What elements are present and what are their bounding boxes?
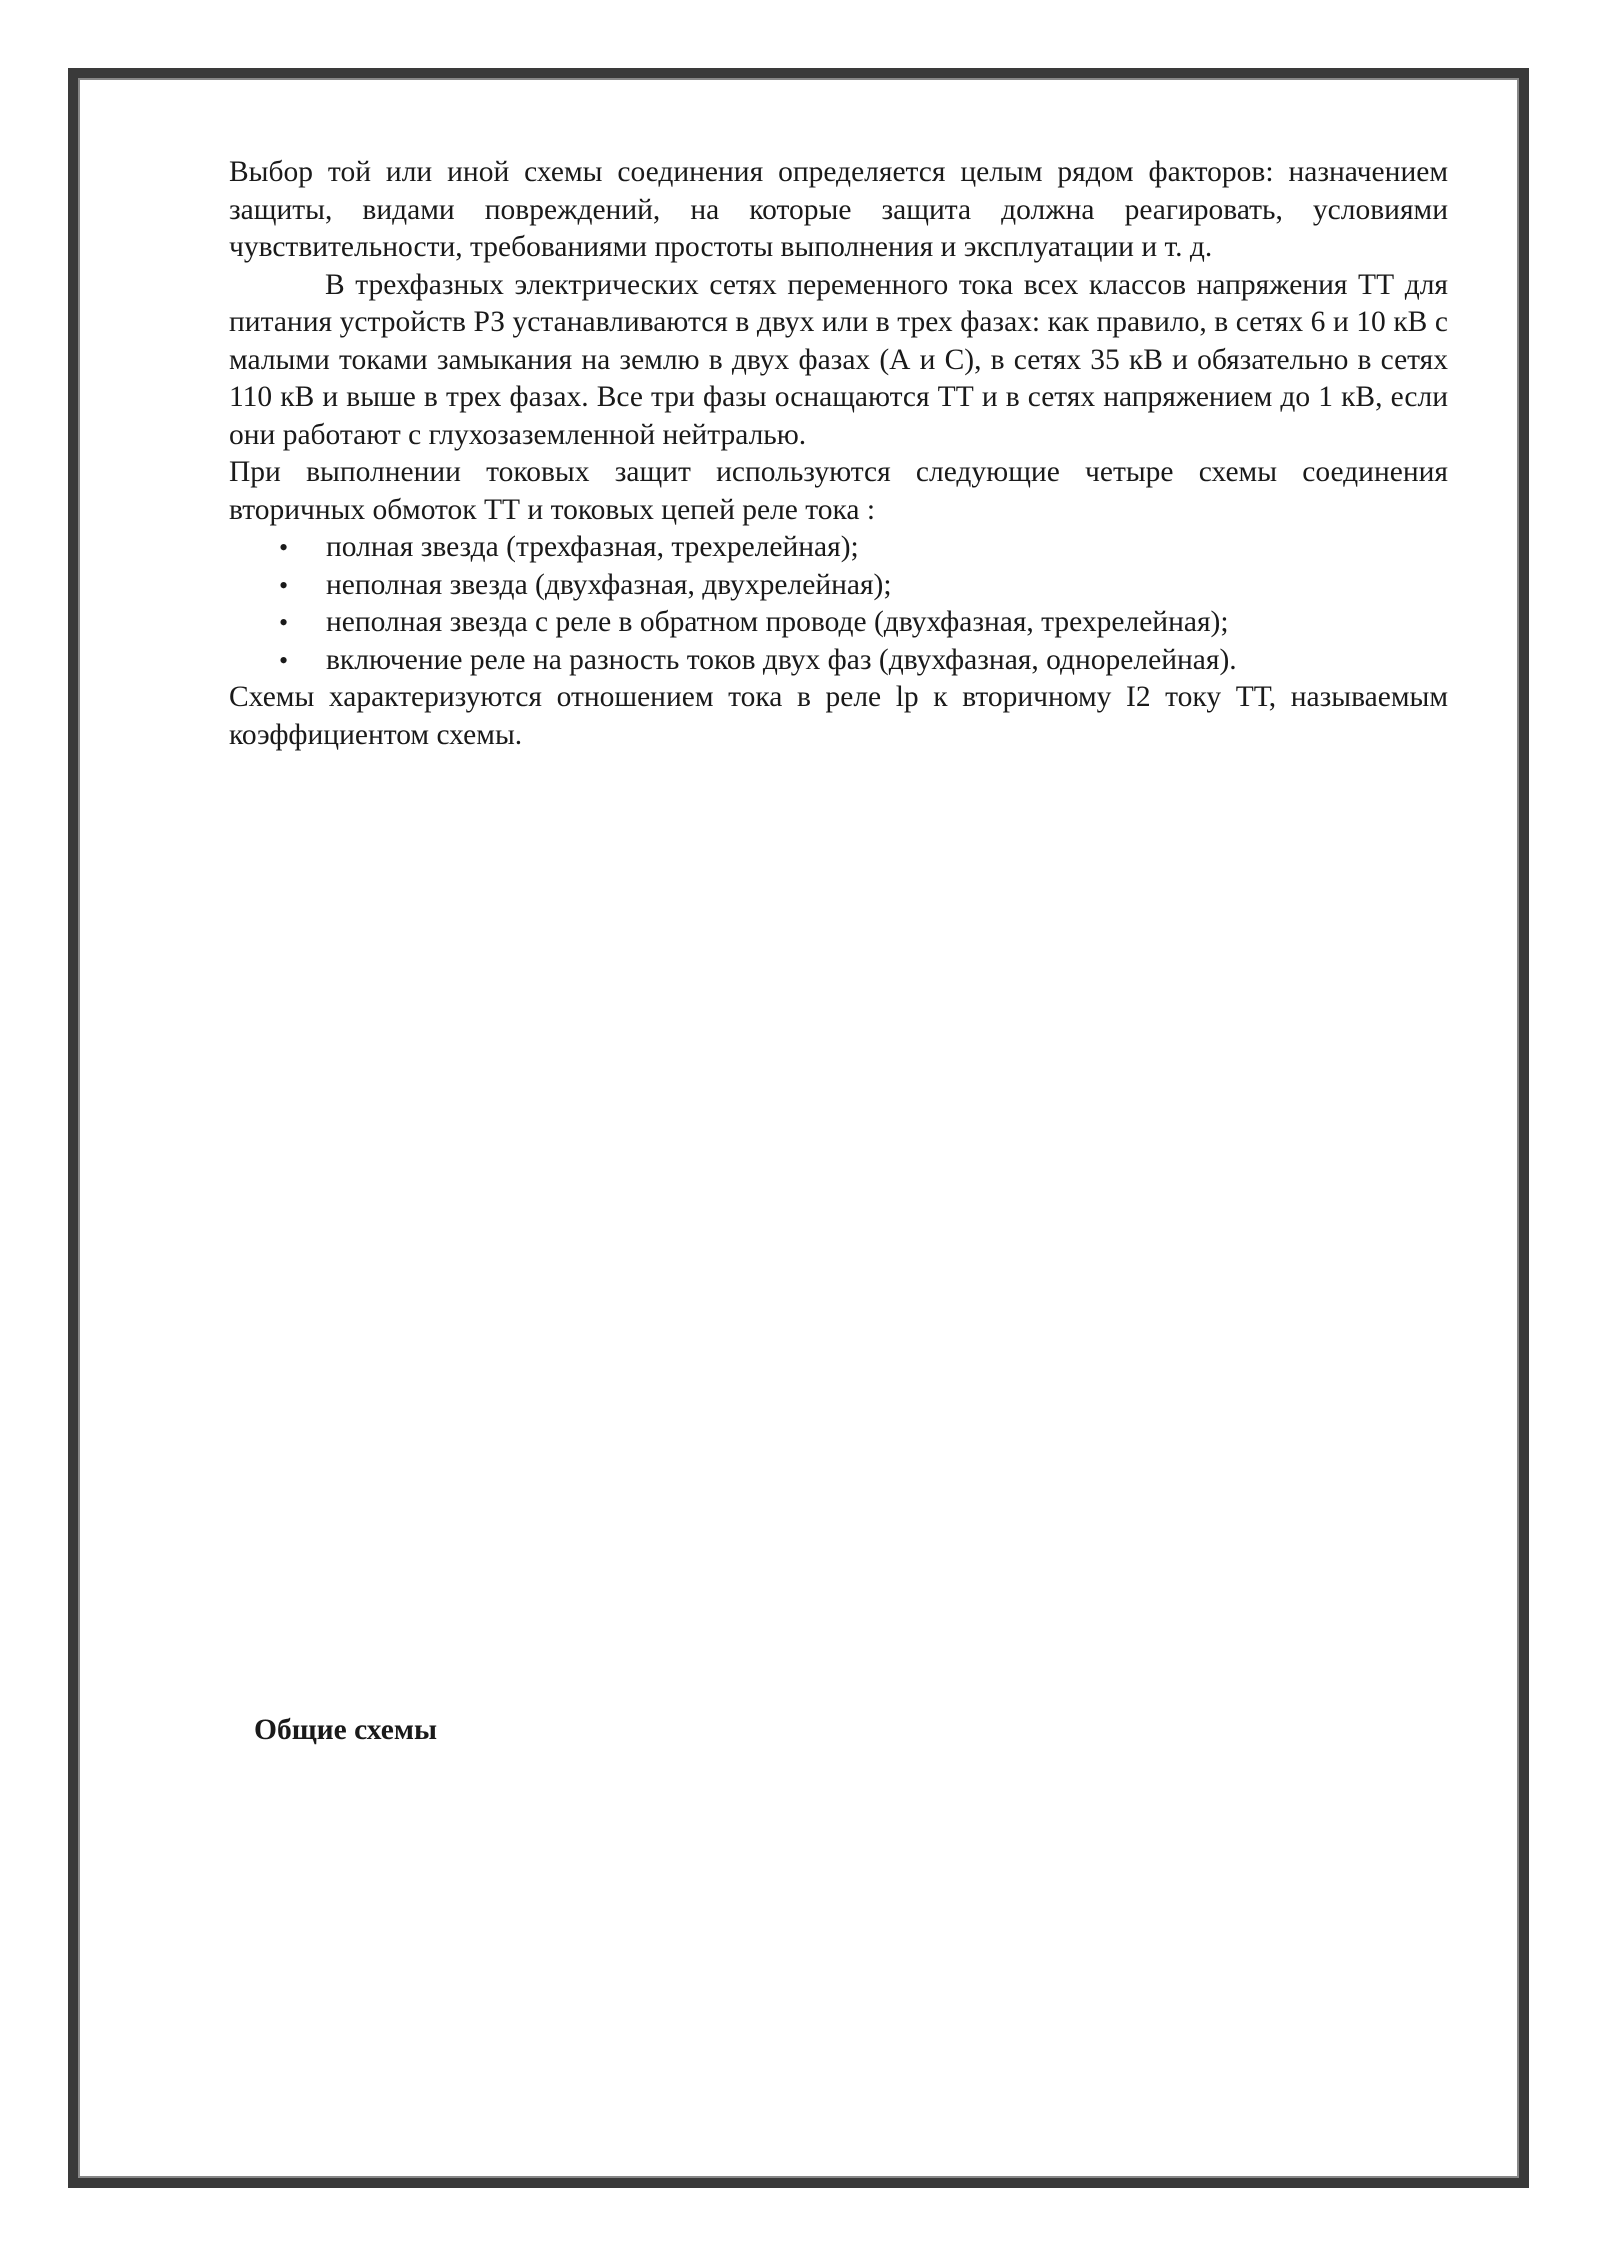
paragraph-intro: Выбор той или иной схемы соединения определяется целым рядом факторов: назначением защиты, видами повреждений, на которые защита должна реагировать, условиями чувствительности, требованиями простоты выполнения и эксплуатации и т. д. xyxy=(229,156,1448,263)
list-item xyxy=(229,567,1448,605)
connection-schemes-list xyxy=(229,529,1448,679)
list-item xyxy=(229,642,1448,680)
list-item-text: включение реле на разность токов двух фаз (двухфазная, однорелейная). xyxy=(326,643,1237,676)
list-item-text: неполная звезда с реле в обратном проводе (двухфазная, трехрелейная); xyxy=(326,606,1229,638)
paragraph-list-intro: При выполнении токовых защит используются следующие четыре схемы соединения вторичных обмоток ТТ и токовых цепей реле тока : xyxy=(229,456,1448,526)
list-item-text: полная звезда (трехфазная, трехрелейная); xyxy=(326,531,859,563)
section-heading: Общие схемы xyxy=(254,1714,438,1746)
document-body xyxy=(229,154,1448,754)
list-item xyxy=(229,529,1448,567)
bullet-icon: • xyxy=(279,570,289,600)
paragraph-three-phase-networks: В трехфазных электрических сетях переменного тока всех классов напряжения ТТ для питания устройств РЗ устанавливаются в двух или в трех фазах: как правило, в сетях 6 и 10 кВ с малыми токами замыкания на землю в двух фазах (А и С), в сетях 35 кВ и обязательно в сетях 110 кВ и выше в трех фазах. Все три фазы оснащаются ТТ и в сетях напряжением до 1 кВ, если они работают с глухозаземленной нейтралью. xyxy=(229,268,1448,451)
bullet-icon: • xyxy=(279,645,289,675)
list-item xyxy=(229,604,1448,642)
bullet-icon: • xyxy=(279,608,289,637)
bullet-icon: • xyxy=(279,533,289,562)
paragraph-scheme-coefficient: Схемы характеризуются отношением тока в реле lр к вторичному I2 току ТТ, называемым коэффициентом схемы. xyxy=(229,681,1448,751)
list-item-text: неполная звезда (двухфазная, двухрелейная); xyxy=(326,568,892,601)
